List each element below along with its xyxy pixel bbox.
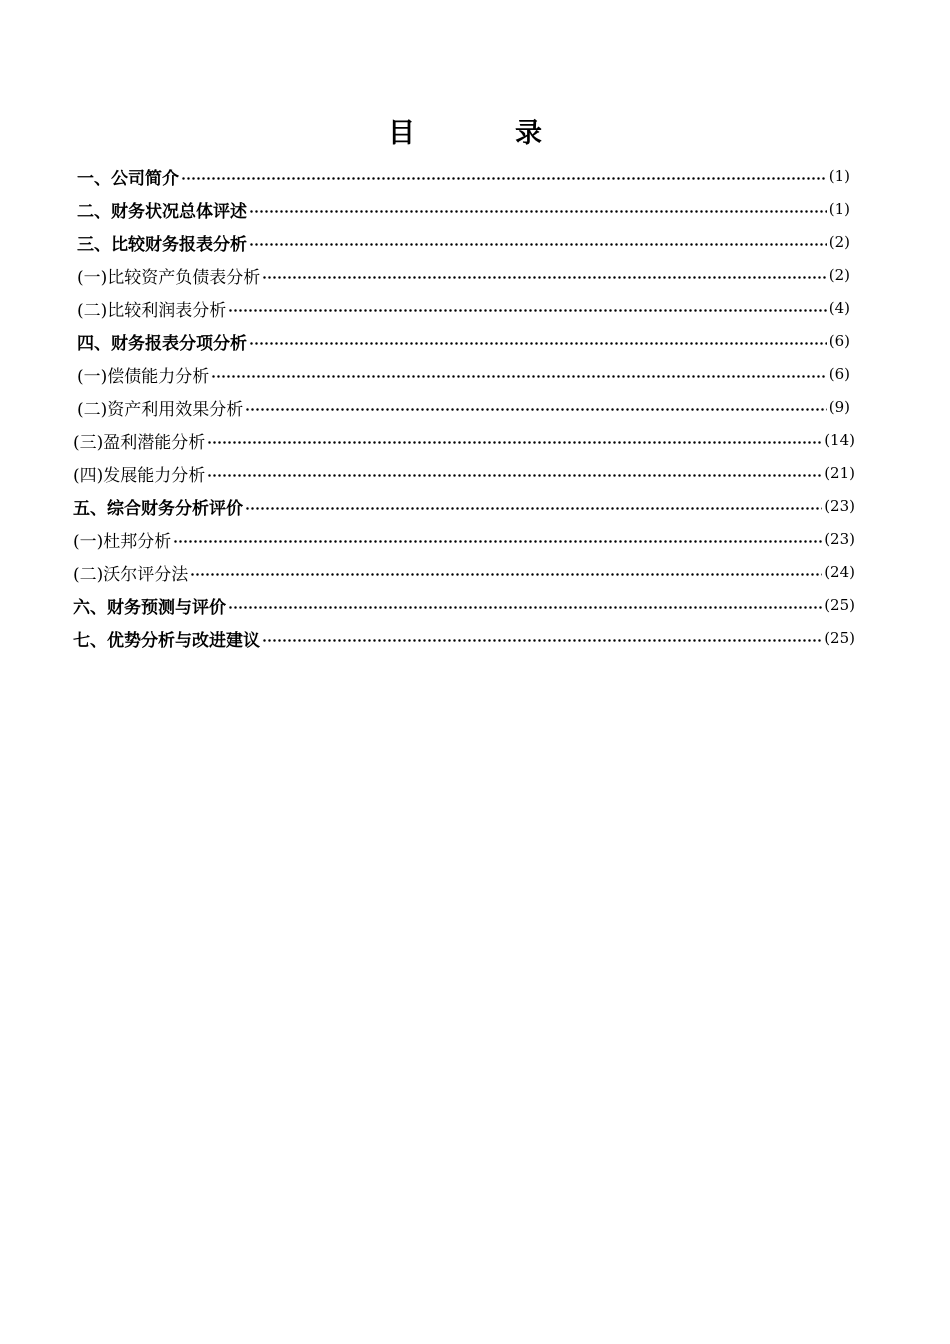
toc-entry-page: (1) xyxy=(828,167,850,186)
toc-entry[interactable] xyxy=(73,424,855,457)
toc-leader-dots xyxy=(245,408,826,411)
toc-entry-page: (23) xyxy=(824,530,855,549)
toc-entry-label: (一)比较资产负债表分析 xyxy=(77,267,261,288)
toc-leader-dots xyxy=(249,342,827,345)
toc-entry[interactable] xyxy=(77,292,850,325)
toc-entry-label: 四、财务报表分项分析 xyxy=(77,333,247,354)
toc-entry[interactable] xyxy=(73,457,855,490)
toc-entry-label: (二)比较利润表分析 xyxy=(77,300,227,321)
toc-entry-label: (一)杜邦分析 xyxy=(73,531,172,552)
toc-entry-page: (6) xyxy=(828,332,850,351)
toc-entry-page: (2) xyxy=(828,233,850,252)
toc-leader-dots xyxy=(262,276,826,279)
toc-entry[interactable] xyxy=(77,259,850,292)
toc-entry-page: (24) xyxy=(824,563,855,582)
toc-leader-dots xyxy=(262,639,822,642)
toc-entry-label: 二、财务状况总体评述 xyxy=(77,201,247,222)
toc-entry[interactable] xyxy=(77,325,850,358)
toc-leader-dots xyxy=(181,177,827,180)
toc-title xyxy=(0,116,930,152)
toc-entry-page: (14) xyxy=(824,431,855,450)
toc-entry-label: (一)偿债能力分析 xyxy=(77,366,210,387)
toc-entry-label: 一、公司简介 xyxy=(77,168,179,189)
toc-leader-dots xyxy=(228,606,822,609)
toc-title-char-left: 目 xyxy=(388,118,415,149)
toc-entry[interactable] xyxy=(77,358,850,391)
toc-entry[interactable] xyxy=(73,556,855,589)
toc-leader-dots xyxy=(249,243,827,246)
toc-entry-label: 五、综合财务分析评价 xyxy=(73,498,243,519)
toc-entry-page: (4) xyxy=(828,299,850,318)
toc-entry-label: 六、财务预测与评价 xyxy=(73,597,226,618)
toc-entry-page: (25) xyxy=(824,629,855,648)
toc-entry-page: (2) xyxy=(828,266,850,285)
toc-leader-dots xyxy=(211,375,826,378)
toc-entry-label: (二)沃尔评分法 xyxy=(73,564,189,585)
toc-entry-label: 七、优势分析与改进建议 xyxy=(73,630,260,651)
toc-entry[interactable] xyxy=(77,226,850,259)
toc-leader-dots xyxy=(207,474,822,477)
toc-entry-page: (21) xyxy=(824,464,855,483)
toc-entry[interactable] xyxy=(73,523,855,556)
toc-entry-page: (9) xyxy=(828,398,850,417)
toc-leader-dots xyxy=(228,309,826,312)
toc-entry[interactable] xyxy=(73,589,855,622)
toc-entry[interactable] xyxy=(73,490,855,523)
toc-leader-dots xyxy=(190,573,822,576)
toc-leader-dots xyxy=(245,507,822,510)
toc-leader-dots xyxy=(207,441,822,444)
toc-entry-label: (二)资产利用效果分析 xyxy=(77,399,244,420)
toc-entry[interactable] xyxy=(77,193,850,226)
toc-entry-page: (1) xyxy=(828,200,850,219)
toc-entry-label: (三)盈利潜能分析 xyxy=(73,432,206,453)
toc-entry-label: (四)发展能力分析 xyxy=(73,465,206,486)
toc-entry-page: (25) xyxy=(824,596,855,615)
toc-entry[interactable] xyxy=(77,391,850,424)
toc-leader-dots xyxy=(173,540,822,543)
toc-entry-page: (23) xyxy=(824,497,855,516)
toc-entry-page: (6) xyxy=(828,365,850,384)
toc-entry[interactable] xyxy=(73,622,855,655)
toc-leader-dots xyxy=(249,210,827,213)
toc-title-char-right: 录 xyxy=(515,118,542,149)
toc-entry-label: 三、比较财务报表分析 xyxy=(77,234,247,255)
toc-entry[interactable] xyxy=(77,160,850,193)
